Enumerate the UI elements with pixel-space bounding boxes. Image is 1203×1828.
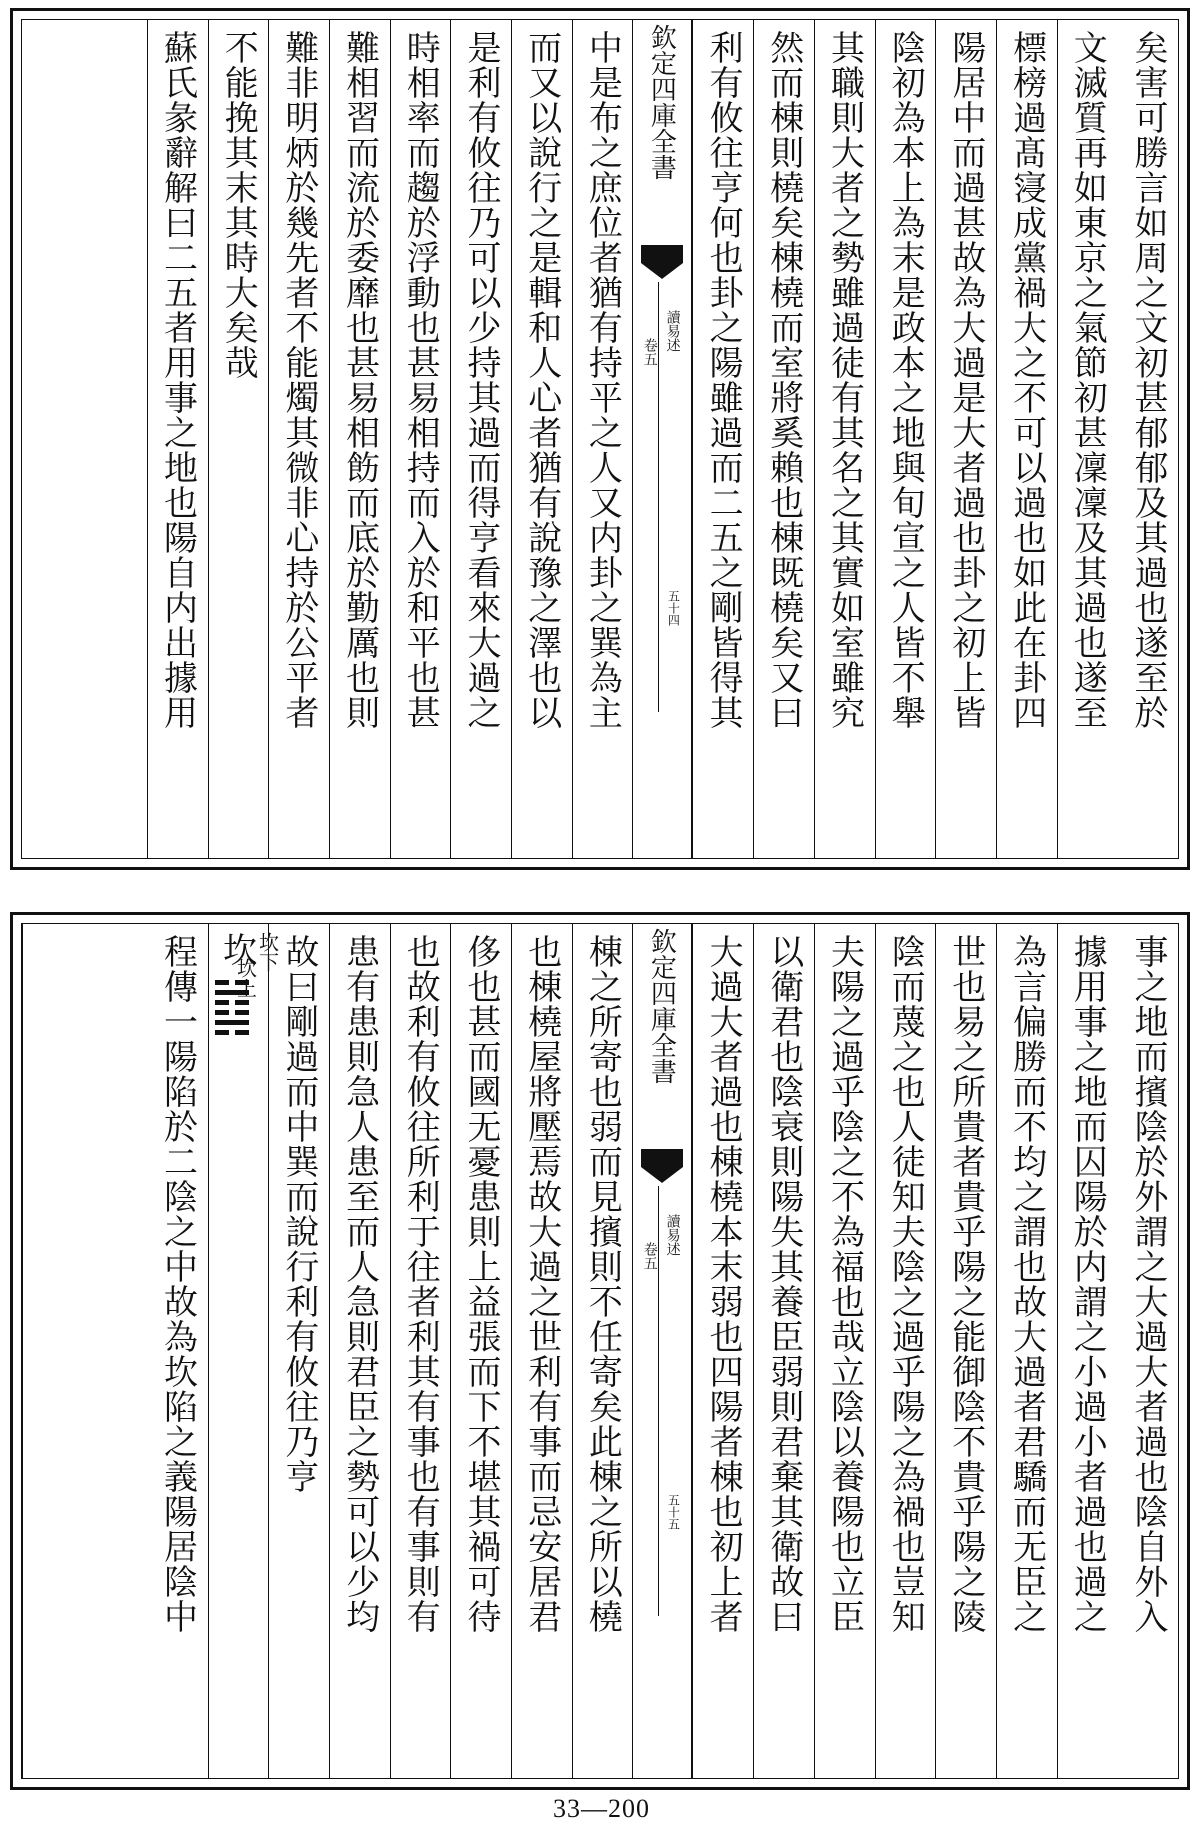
column-text: 大過大者過也棟橈本末弱也四陽者棟也初上者 — [703, 934, 744, 1634]
column-text: 中是布之庶位者猶有持平之人又内卦之巽為主 — [582, 30, 623, 730]
column-text: 為言偏勝而不均之謂也故大過者君驕而无臣之 — [1006, 934, 1047, 1634]
column-text: 程傳一陽陷於二陰之中故為坎陷之義陽居陰中 — [157, 934, 198, 1634]
column-text: 矣害可勝言如周之文初甚郁郁及其過也遂至於 — [1127, 30, 1168, 730]
page-spine — [632, 924, 692, 1778]
column-text: 其職則大者之勢雖過徒有其名之其實如室雖究 — [824, 30, 865, 730]
hexagram-upper-trigram: 坎上 — [233, 958, 258, 998]
text-column — [511, 20, 572, 858]
column-text: 不能挽其末其時大矣哉 — [218, 30, 259, 380]
spine-book-title: 讀易述 — [664, 1214, 681, 1256]
column-text: 陰而蔑之也人徒知夫陰之過乎陽之為禍也豈知 — [885, 934, 926, 1634]
spine-title: 欽定四庫全書 — [646, 928, 677, 1084]
column-text: 故曰剛過而中巽而說行利有攸往乃亨 — [278, 934, 319, 1494]
text-column — [450, 20, 511, 858]
text-column — [329, 924, 390, 1778]
fishtail-mark-icon — [641, 1149, 683, 1183]
spine-divider-line — [658, 282, 659, 712]
column-text: 侈也甚而國无憂患則上益張而下不堪其禍可待 — [460, 934, 501, 1634]
text-column — [390, 924, 451, 1778]
bottom-page-frame — [21, 923, 1179, 1779]
hexagram-column — [208, 924, 280, 1778]
top-page-frame — [21, 19, 1179, 859]
column-text: 世也易之所貴者貴乎陽之能御陰不貴乎陽之陵 — [945, 934, 986, 1634]
column-text: 陽居中而過甚故為大過是大者過也卦之初上皆 — [945, 30, 986, 730]
text-column — [996, 924, 1057, 1778]
column-text: 難非明炳於幾先者不能燭其微非心持於公平者 — [278, 30, 319, 730]
text-column — [147, 20, 208, 858]
page-footer-number: 33—200 — [553, 1794, 650, 1823]
column-text: 文滅質再如東京之氣節初甚凜凜及其過也遂至 — [1067, 30, 1108, 730]
column-text: 標榜過髙寖成黨禍大之不可以過也如此在卦四 — [1006, 30, 1047, 730]
spine-book-title: 讀易述 — [664, 310, 681, 352]
text-column — [875, 924, 936, 1778]
text-column — [1057, 20, 1118, 858]
text-column — [935, 924, 996, 1778]
column-text: 而又以說行之是輯和人心者猶有說豫之澤也以 — [521, 30, 562, 730]
column-text: 是利有攸往乃可以少持其過而得亨看來大過之 — [460, 30, 501, 730]
text-column — [1117, 20, 1178, 858]
page-spine — [632, 20, 692, 858]
spine-page-number: 五十五 — [666, 1494, 681, 1530]
text-column — [935, 20, 996, 858]
column-text: 利有攸往亨何也卦之陽雖過而二五之剛皆得其 — [703, 30, 744, 730]
column-text: 據用事之地而囚陽於内謂之小過小者過也過之 — [1067, 934, 1108, 1634]
text-column — [329, 20, 390, 858]
column-text: 棟之所寄也弱而見擯則不任寄矣此棟之所以橈 — [582, 934, 623, 1634]
column-text: 然而棟則橈矣棟橈而室將奚賴也棟既橈矣又曰 — [763, 30, 804, 730]
text-column — [572, 924, 633, 1778]
column-text: 時相率而趨於浮動也甚易相持而入於和平也甚 — [400, 30, 441, 730]
text-column — [996, 20, 1057, 858]
top-page-panel — [10, 8, 1190, 870]
fishtail-mark-icon — [641, 245, 683, 279]
column-text: 患有患則急人患至而人急則君臣之勢可以少均 — [339, 934, 380, 1634]
text-column — [692, 20, 753, 858]
column-text: 夫陽之過乎陰之不為福也哉立陰以養陽也立臣 — [824, 934, 865, 1634]
text-column — [753, 20, 814, 858]
text-column — [450, 924, 511, 1778]
text-column — [268, 924, 329, 1778]
spine-title: 欽定四庫全書 — [646, 24, 677, 180]
text-column — [268, 20, 329, 858]
text-column — [692, 924, 753, 1778]
spine-volume: 卷五 — [641, 338, 658, 366]
column-text: 陰初為本上為末是政本之地與旬宣之人皆不舉 — [885, 30, 926, 730]
text-column — [814, 20, 875, 858]
spine-divider-line — [658, 1186, 659, 1616]
text-column — [1057, 924, 1118, 1778]
hexagram-lower-trigram: 坎下 — [255, 932, 280, 972]
column-text: 事之地而擯陰於外謂之大過大者過也陰自外入 — [1127, 934, 1168, 1634]
bottom-page-panel — [10, 912, 1190, 1790]
spine-page-number: 五十四 — [666, 590, 681, 626]
text-column — [1117, 924, 1178, 1778]
text-column — [390, 20, 451, 858]
text-column — [572, 20, 633, 858]
text-column — [753, 924, 814, 1778]
text-column — [875, 20, 936, 858]
text-column — [22, 924, 208, 1778]
text-column — [511, 924, 572, 1778]
column-text: 難相習而流於委靡也甚易相飭而底於勤厲也則 — [339, 30, 380, 730]
column-text: 以衛君也陰衰則陽失其養臣弱則君棄其衛故曰 — [763, 934, 804, 1634]
column-text: 也故利有攸往所利于往者利其有事也有事則有 — [400, 934, 441, 1634]
hexagram-name: 坎 — [216, 932, 257, 966]
text-column — [814, 924, 875, 1778]
spine-volume: 卷五 — [641, 1242, 658, 1270]
text-column — [208, 20, 269, 858]
column-text: 也棟橈屋將壓焉故大過之世利有事而忌安居君 — [521, 934, 562, 1634]
column-text: 蘇氏彖辭解曰二五者用事之地也陽自内出據用 — [157, 30, 198, 730]
